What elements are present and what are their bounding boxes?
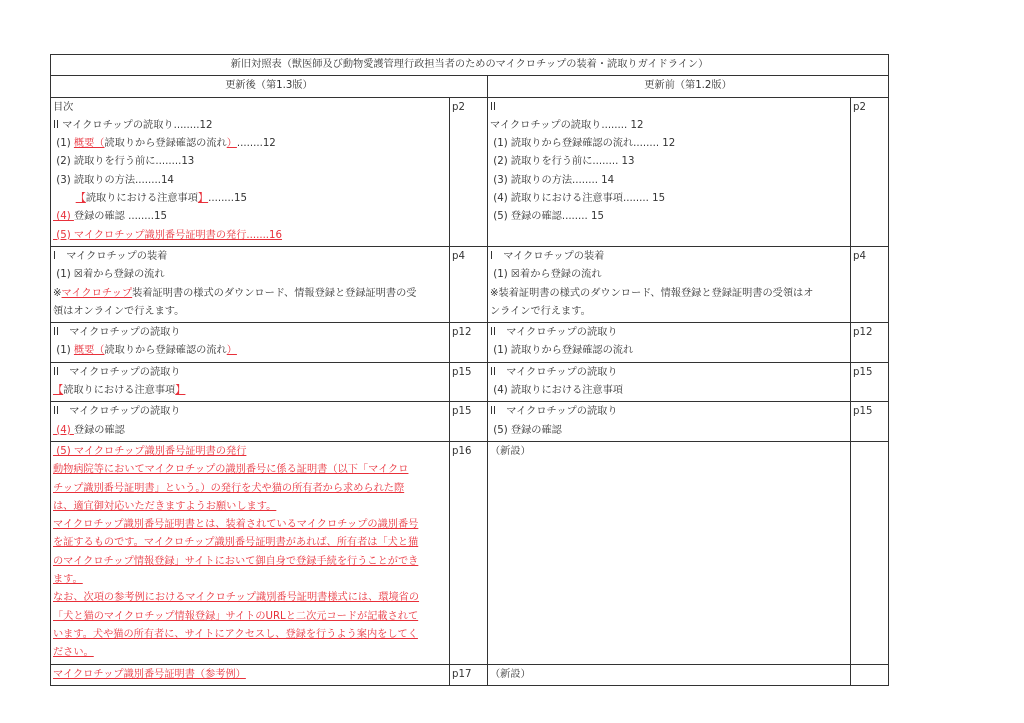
text-segment: II マイクロチップの読取り — [53, 406, 181, 418]
new-page-cell: p16 — [450, 441, 488, 664]
text-line — [53, 589, 447, 607]
new-content-cell — [51, 323, 450, 363]
new-page-cell: p15 — [450, 402, 488, 442]
changed-text: 「犬と猫のマイクロチップ情報登録」サイトのURLと二次元コードが記載されて — [53, 610, 419, 622]
text-segment: (3) 読取りの方法........ 14 — [490, 174, 615, 186]
old-content-cell — [488, 246, 851, 322]
text-segment: (4) 読取りにおける注意事項 — [490, 385, 623, 397]
header-new-version: 更新後（第1.3版） — [51, 76, 488, 97]
new-content-cell — [51, 664, 450, 685]
text-segment: 読取りにおける注意事項 — [63, 385, 176, 397]
text-line — [53, 303, 447, 321]
new-page-cell: p4 — [450, 246, 488, 322]
old-content-cell — [488, 664, 851, 685]
text-segment: II マイクロチップの読取り — [490, 406, 618, 418]
text-line — [53, 571, 447, 589]
changed-text: います。犬や猫の所有者に、サイトにアクセスし、登録を行うよう案内をしてく — [53, 628, 418, 640]
old-content-cell — [488, 402, 851, 442]
text-segment: (4) 読取りにおける注意事項........ 15 — [490, 193, 666, 205]
text-segment: 装着証明書の様式のダウンロード、情報登録と登録証明書の受 — [132, 287, 417, 299]
text-segment: （新設） — [490, 668, 531, 680]
text-line — [53, 135, 447, 153]
new-page-cell: p15 — [450, 362, 488, 402]
text-segment: (1) 読取りから登録確認の流れ........ 12 — [490, 138, 676, 150]
text-line — [53, 266, 447, 284]
changed-text: 】 — [197, 193, 209, 205]
new-page-cell: p12 — [450, 323, 488, 363]
text-line — [53, 99, 447, 117]
table-row — [51, 362, 889, 402]
text-segment: （新設） — [490, 445, 531, 457]
text-line — [53, 248, 447, 266]
changed-text: ） — [226, 345, 237, 357]
changed-text: は、適宜御対応いただきますようお願いします。 — [53, 500, 277, 512]
text-line — [53, 666, 447, 684]
text-line — [490, 190, 848, 208]
text-line — [490, 364, 848, 382]
text-line — [490, 117, 848, 135]
table-title: 新旧対照表（獣医師及び動物愛護管理行政担当者のためのマイクロチップの装着・読取りガイドライン） — [51, 55, 889, 76]
changed-text: (4) — [53, 211, 74, 223]
text-line — [53, 153, 447, 171]
comparison-table — [50, 54, 889, 686]
old-content-cell — [488, 362, 851, 402]
text-segment: II マイクロチップの読取り........12 — [53, 119, 213, 131]
table-row — [51, 246, 889, 322]
changed-text: (5) マイクロチップ識別番号証明書の発行.......16 — [53, 229, 283, 241]
text-segment: 登録の確認 ........15 — [73, 211, 167, 223]
text-segment: 読取りにおける注意事項 — [85, 193, 198, 205]
new-page-cell: p2 — [450, 97, 488, 246]
changed-text: なお、次項の参考例におけるマイクロチップ識別番号証明書様式には、環境省の — [53, 592, 420, 604]
text-segment: (1) — [53, 138, 74, 150]
table-row — [51, 323, 889, 363]
text-segment: ........12 — [236, 138, 276, 150]
changed-text: マイクロチップ識別番号証明書（参考例） — [53, 668, 246, 680]
text-line — [490, 342, 848, 360]
text-segment: I マイクロチップの装着 — [490, 250, 605, 262]
text-segment: II — [490, 101, 497, 113]
text-line — [53, 626, 447, 644]
text-segment: (2) 読取りを行う前に........13 — [53, 156, 195, 168]
new-content-cell — [51, 362, 450, 402]
text-line — [53, 608, 447, 626]
text-line — [53, 382, 447, 400]
text-segment: 読取りから登録確認の流れ — [104, 345, 227, 357]
changed-text: 【 — [53, 385, 64, 397]
text-line — [53, 516, 447, 534]
text-line — [53, 534, 447, 552]
new-content-cell — [51, 97, 450, 246]
old-page-cell: p12 — [851, 323, 889, 363]
changed-text: マイクロチップ識別番号証明書とは、装着されているマイクロチップの識別番号 — [53, 519, 419, 531]
changed-text: を証するものです。マイクロチップ識別番号証明書があれば、所有者は「犬と猫 — [53, 537, 419, 549]
text-line — [53, 117, 447, 135]
text-segment: 読取りから登録確認の流れ — [104, 138, 227, 150]
text-segment: ........15 — [208, 193, 247, 205]
text-segment: (5) 登録の確認 — [490, 424, 562, 436]
text-line — [490, 153, 848, 171]
changed-text: 】 — [175, 385, 186, 397]
text-line — [490, 285, 848, 303]
old-page-cell: p2 — [851, 97, 889, 246]
changed-text: 【 — [75, 193, 86, 205]
text-line — [490, 382, 848, 400]
text-line — [490, 99, 848, 117]
text-segment: I マイクロチップの装着 — [53, 250, 168, 262]
new-content-cell — [51, 402, 450, 442]
table-row — [51, 97, 889, 246]
new-page-cell: p17 — [450, 664, 488, 685]
text-line — [490, 303, 848, 321]
text-line — [490, 208, 848, 226]
text-line — [53, 285, 447, 303]
text-line — [490, 135, 848, 153]
text-segment: (1) 読取りから登録確認の流れ — [490, 345, 634, 357]
changed-text: (5) マイクロチップ識別番号証明書の発行 — [53, 445, 247, 457]
old-content-cell — [488, 97, 851, 246]
text-segment: (2) 読取りを行う前に........ 13 — [490, 156, 635, 168]
text-line — [53, 172, 447, 190]
changed-text: ） — [226, 138, 237, 150]
text-line — [53, 498, 447, 516]
old-page-cell — [851, 664, 889, 685]
text-line — [53, 553, 447, 571]
header-old-version: 更新前（第1.2版） — [488, 76, 889, 97]
text-line — [53, 208, 447, 226]
text-segment — [53, 193, 76, 204]
text-line — [53, 342, 447, 360]
text-line — [53, 227, 447, 245]
text-segment: ンラインで行えます。 — [490, 305, 591, 317]
text-segment: 登録の確認 — [73, 424, 125, 436]
text-segment: (3) 読取りの方法........14 — [53, 174, 174, 186]
text-line — [53, 364, 447, 382]
text-segment: II マイクロチップの読取り — [53, 366, 181, 378]
text-line — [53, 480, 447, 498]
text-line — [53, 324, 447, 342]
changed-text: 概要（ — [73, 345, 105, 357]
old-page-cell: p4 — [851, 246, 889, 322]
table-row — [51, 664, 889, 685]
text-segment: ※装着証明書の様式のダウンロード、情報登録と登録証明書の受領はオ — [490, 287, 814, 299]
old-page-cell: p15 — [851, 402, 889, 442]
text-line — [53, 461, 447, 479]
text-line — [53, 190, 447, 208]
text-line — [490, 266, 848, 284]
old-content-cell — [488, 323, 851, 363]
text-segment: II マイクロチップの読取り — [490, 366, 618, 378]
text-line — [53, 422, 447, 440]
changed-text: (4) — [53, 424, 74, 436]
text-line — [53, 443, 447, 461]
text-line — [490, 403, 848, 421]
new-content-cell — [51, 246, 450, 322]
changed-text: チップ識別番号証明書」という。）の発行を犬や猫の所有者から求められた際 — [53, 482, 405, 494]
table-row — [51, 402, 889, 442]
changed-text: ださい。 — [53, 647, 94, 659]
old-page-cell: p15 — [851, 362, 889, 402]
text-line — [490, 443, 848, 461]
changed-text: マイクロチップ — [61, 287, 133, 299]
text-segment: ※ — [53, 287, 62, 299]
text-line — [490, 324, 848, 342]
text-segment: マイクロチップの読取り........ 12 — [490, 119, 644, 131]
text-line — [490, 248, 848, 266]
old-page-cell — [851, 441, 889, 664]
text-segment: II マイクロチップの読取り — [490, 327, 618, 339]
old-content-cell — [488, 441, 851, 664]
table-row — [51, 441, 889, 664]
text-segment: 目次 — [53, 101, 74, 113]
changed-text: 概要（ — [73, 138, 105, 150]
text-segment: (5) 登録の確認........ 15 — [490, 211, 604, 223]
changed-text: ます。 — [53, 574, 83, 586]
text-line — [490, 422, 848, 440]
text-segment: II マイクロチップの読取り — [53, 327, 181, 339]
text-line — [490, 666, 848, 684]
changed-text: のマイクロチップ情報登録」サイトにおいて御自身で登録手続を行うことができ — [53, 555, 419, 567]
text-line — [53, 403, 447, 421]
text-segment: (1) — [53, 345, 74, 357]
text-segment: 領はオンラインで行えます。 — [53, 305, 185, 317]
text-segment: (1) ☒着から登録の流れ — [53, 269, 165, 281]
text-line — [490, 172, 848, 190]
new-content-cell — [51, 441, 450, 664]
changed-text: 動物病院等においてマイクロチップの識別番号に係る証明書（以下「マイクロ — [53, 464, 409, 476]
text-segment: (1) ☒着から登録の流れ — [490, 269, 602, 281]
text-line — [53, 644, 447, 662]
